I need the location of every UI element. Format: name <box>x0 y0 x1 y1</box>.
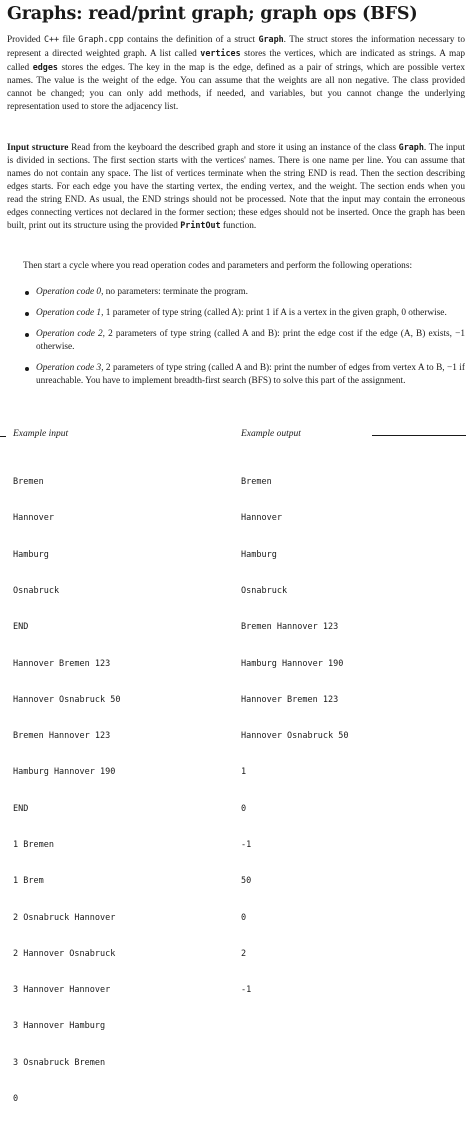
code-line: 2 <box>241 948 247 959</box>
example-input-label: Example input <box>13 429 69 439</box>
code-line: Hannover Osnabruck 50 <box>13 694 121 705</box>
page-title: Graphs: read/print graph; graph ops (BFS) <box>7 4 418 24</box>
intro-text: . The struct stores the information necessary to represent a directed weighted graph. A list called <box>7 35 465 59</box>
operation-code: Operation code 2, <box>36 328 105 339</box>
code-line: 0 <box>13 1093 19 1104</box>
list-item <box>0 307 465 320</box>
operation-text: no parameters: terminate the program. <box>103 287 248 297</box>
list-item <box>0 328 465 354</box>
code-line: 1 Bremen <box>13 840 54 850</box>
bullet-icon <box>25 312 29 316</box>
intro-text: stores the vertices, which are indicated as strings. A map called <box>7 48 465 73</box>
code-line: Hamburg Hannover 190 <box>13 767 116 778</box>
code-line: Hannover Osnabruck 50 <box>241 731 349 742</box>
bullet-icon <box>25 333 29 337</box>
code-line: 0 <box>241 803 247 814</box>
code-line: Hannover <box>241 513 282 524</box>
code-line: -1 <box>241 985 252 996</box>
example-input-block <box>13 452 120 1129</box>
example-divider-right <box>372 435 466 436</box>
code-token: Graph <box>398 142 424 152</box>
bullet-icon <box>25 367 29 371</box>
code-line: 50 <box>241 876 252 887</box>
intro-text: contains the definition of a struct <box>123 35 259 45</box>
body-text: function. <box>220 221 257 232</box>
body-text: Read from the keyboard the described graph and store it using an instance of the class <box>68 143 399 153</box>
input-structure-paragraph <box>7 141 465 233</box>
operation-code: Operation code 0, <box>36 287 104 297</box>
code-token: vertices <box>200 47 241 58</box>
code-line: Bremen Hannover 123 <box>241 622 339 633</box>
code-token: Graph <box>258 34 284 44</box>
code-line: 2 Osnabruck Hannover <box>13 912 116 923</box>
list-item <box>0 362 465 388</box>
intro-text: stores the edges. The key in the map is the edge, defined as a pair of strings, which are possible vertex names. The value is the weight of the edge. You can assume that the weights are all non negative. The class provided cannot be changed; you can only add methods, if needed, and variables, but you cannot change the underlying representation used to store the adjacency list. <box>7 62 465 112</box>
operations-list <box>0 286 465 395</box>
code-line: 0 <box>241 912 247 923</box>
body-text: . The input is divided in sections. The first section starts with the vertices' names. There is one name per line. You can assume that names do not contain any space. The list of vertices terminate when the string END is read. Then the section describing edges starts. For each edge you have the starting vertex, the ending vertex, and the weight. The section ends when you read the string END. As usual, the END strings should not be processed. Note that the input may contain the erroneous edges connecting vertices not declared in the former section; these edges should not be inserted. Once the graph has been built, print out its structure using the provided <box>7 143 465 232</box>
cycle-paragraph: Then start a cycle where you read operation codes and parameters and perform the following operations: <box>23 261 413 271</box>
code-line: 3 Hannover Hannover <box>13 985 111 996</box>
code-line: 1 Brem <box>13 876 44 887</box>
bullet-icon <box>25 291 29 295</box>
operation-text: 1 parameter of type string (called A): print 1 if A is a vertex in the given graph, 0 otherwise. <box>103 307 447 318</box>
code-line: Hamburg <box>13 549 49 560</box>
code-line: Osnabruck <box>13 586 60 597</box>
intro-text: file <box>59 35 79 45</box>
code-line: Hamburg Hannover 190 <box>241 658 344 669</box>
operation-code: Operation code 1, <box>36 307 104 318</box>
code-line: Hannover Bremen 123 <box>13 658 111 669</box>
code-line: Hamburg <box>241 549 277 560</box>
operation-text: 2 parameters of type string (called A and B): print the number of edges from vertex A to B, −1 if unreachable. You have to implement breadth-first search (BFS) to solve this part of the assignment. <box>36 362 465 386</box>
list-item <box>0 286 465 299</box>
code-line: Hannover <box>13 513 54 524</box>
code-token: PrintOut <box>180 220 221 231</box>
code-token: C++ <box>43 34 60 44</box>
operation-text: 2 parameters of type string (called A and B): print the edge cost if the edge (A, B) exists, −1 otherwise. <box>36 328 465 352</box>
code-line: END <box>13 622 29 633</box>
code-line: 1 <box>241 767 247 778</box>
code-line: Hannover Bremen 123 <box>241 694 339 705</box>
code-line: -1 <box>241 840 252 850</box>
intro-text: Provided <box>7 35 44 45</box>
code-line: END <box>13 803 29 814</box>
example-output-label: Example output <box>241 429 301 439</box>
code-line: Bremen <box>13 477 44 488</box>
code-line: Osnabruck <box>241 586 288 597</box>
operation-code: Operation code 3, <box>36 362 104 373</box>
code-token: Graph.cpp <box>78 34 124 44</box>
example-output-block <box>241 452 348 1020</box>
intro-paragraph <box>7 33 465 113</box>
code-token: edges <box>32 61 58 72</box>
code-line: Bremen <box>241 477 272 488</box>
code-line: 3 Osnabruck Bremen <box>13 1057 106 1068</box>
example-divider-left <box>0 436 6 437</box>
section-heading: Input structure <box>7 143 69 153</box>
code-line: 3 Hannover Hamburg <box>13 1021 106 1032</box>
code-line: Bremen Hannover 123 <box>13 731 111 742</box>
code-line: 2 Hannover Osnabruck <box>13 948 116 959</box>
